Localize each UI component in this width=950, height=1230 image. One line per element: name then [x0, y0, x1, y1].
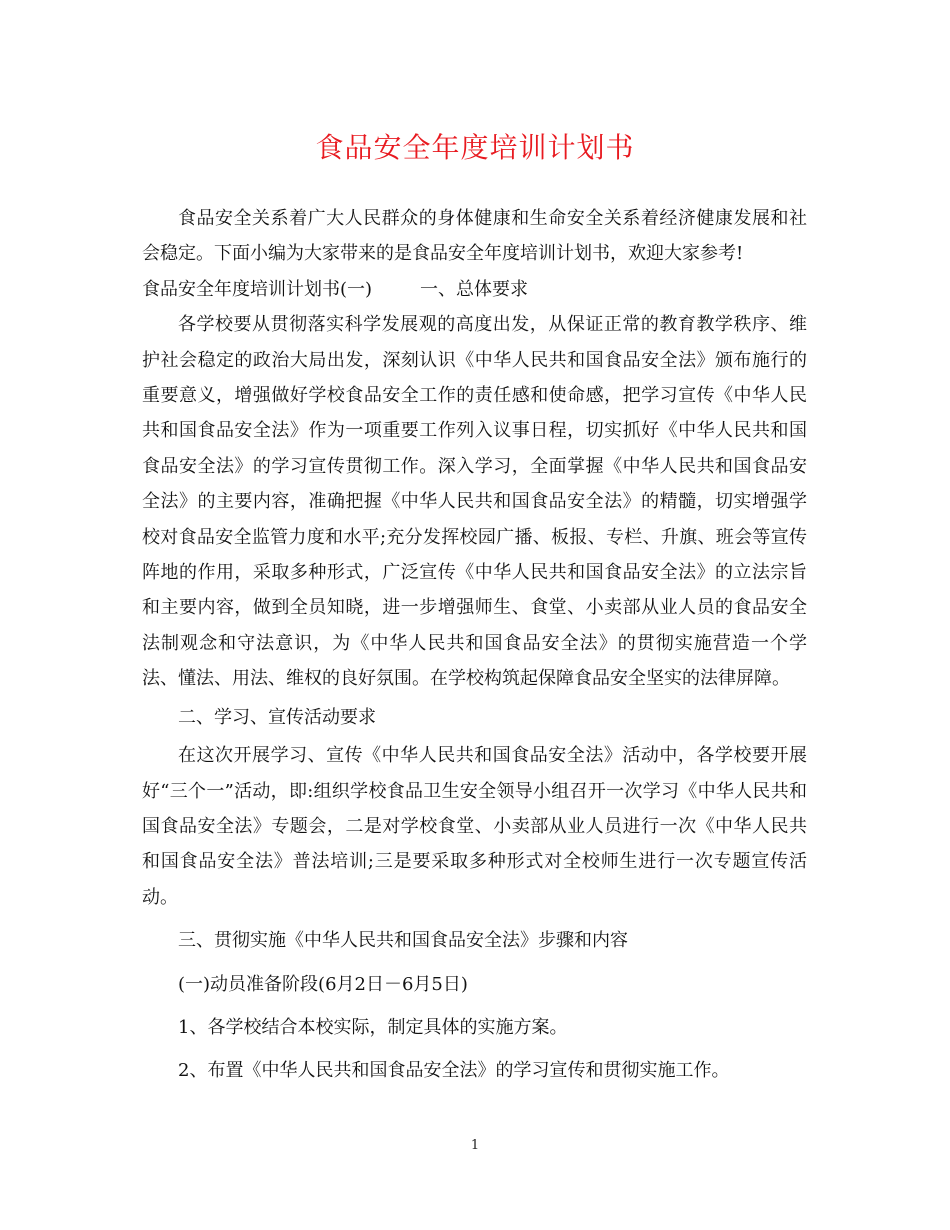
page-number: 1: [470, 1138, 480, 1153]
mobilization-stage-heading: (一)动员准备阶段(6月2日－6月5日): [178, 973, 468, 995]
list-item: 2、布置《中华人民共和国食品安全法》的学习宣传和贯彻实施工作。: [178, 1060, 730, 1082]
activity-requirements-paragraph: 在这次开展学习、宣传《中华人民共和国食品安全法》活动中，各学校要开展好“三个一”活动，即:组织学校食品卫生安全领导小组召开一次学习《中华人民共和国食品安全法》专题会，二是对学校食堂、小卖部从业人员进行一次《中华人民共和国食品安全法》普法培训;三是要采取多种形式对全校师生进行一次专题宣传活动。: [142, 745, 807, 908]
activity-requirements-heading: 二、学习、宣传活动要求: [178, 706, 376, 728]
general-requirements-heading: 一、总体要求: [420, 278, 529, 300]
intro-paragraph: 食品安全关系着广大人民群众的身体健康和生命安全关系着经济健康发展和社会稳定。下面小编为大家带来的是食品安全年度培训计划书，欢迎大家参考!: [142, 208, 807, 265]
document-body: [142, 201, 807, 1089]
plan-subtitle: 食品安全年度培训计划书(一): [142, 278, 373, 300]
document-title: 食品安全年度培训计划书: [315, 131, 635, 164]
general-requirements-paragraph: 各学校要从贯彻落实科学发展观的高度出发，从保证正常的教育教学秩序、维护社会稳定的政治大局出发，深刻认识《中华人民共和国食品安全法》颁布施行的重要意义，增强做好学校食品安全工作的责任感和使命感，把学习宣传《中华人民共和国食品安全法》作为一项重要工作列入议事日程，切实抓好《中华人民共和国食品安全法》的学习宣传贯彻工作。深入学习，全面掌握《中华人民共和国食品安全法》的主要内容，准确把握《中华人民共和国食品安全法》的精髓，切实增强学校对食品安全监管力度和水平;充分发挥校园广播、板报、专栏、升旗、班会等宣传阵地的作用，采取多种形式，广泛宣传《中华人民共和国食品安全法》的立法宗旨和主要内容，做到全员知晓，进一步增强师生、食堂、小卖部从业人员的食品安全法制观念和守法意识，为《中华人民共和国食品安全法》的贯彻实施营造一个学法、懂法、用法、维权的良好氛围。在学校构筑起保障食品安全坚实的法律屏障。: [142, 314, 807, 690]
implementation-steps-heading: 三、贯彻实施《中华人民共和国食品安全法》步骤和内容: [178, 930, 628, 952]
list-item: 1、各学校结合本校实际，制定具体的实施方案。: [178, 1016, 568, 1038]
section-heading-line: [142, 272, 807, 307]
